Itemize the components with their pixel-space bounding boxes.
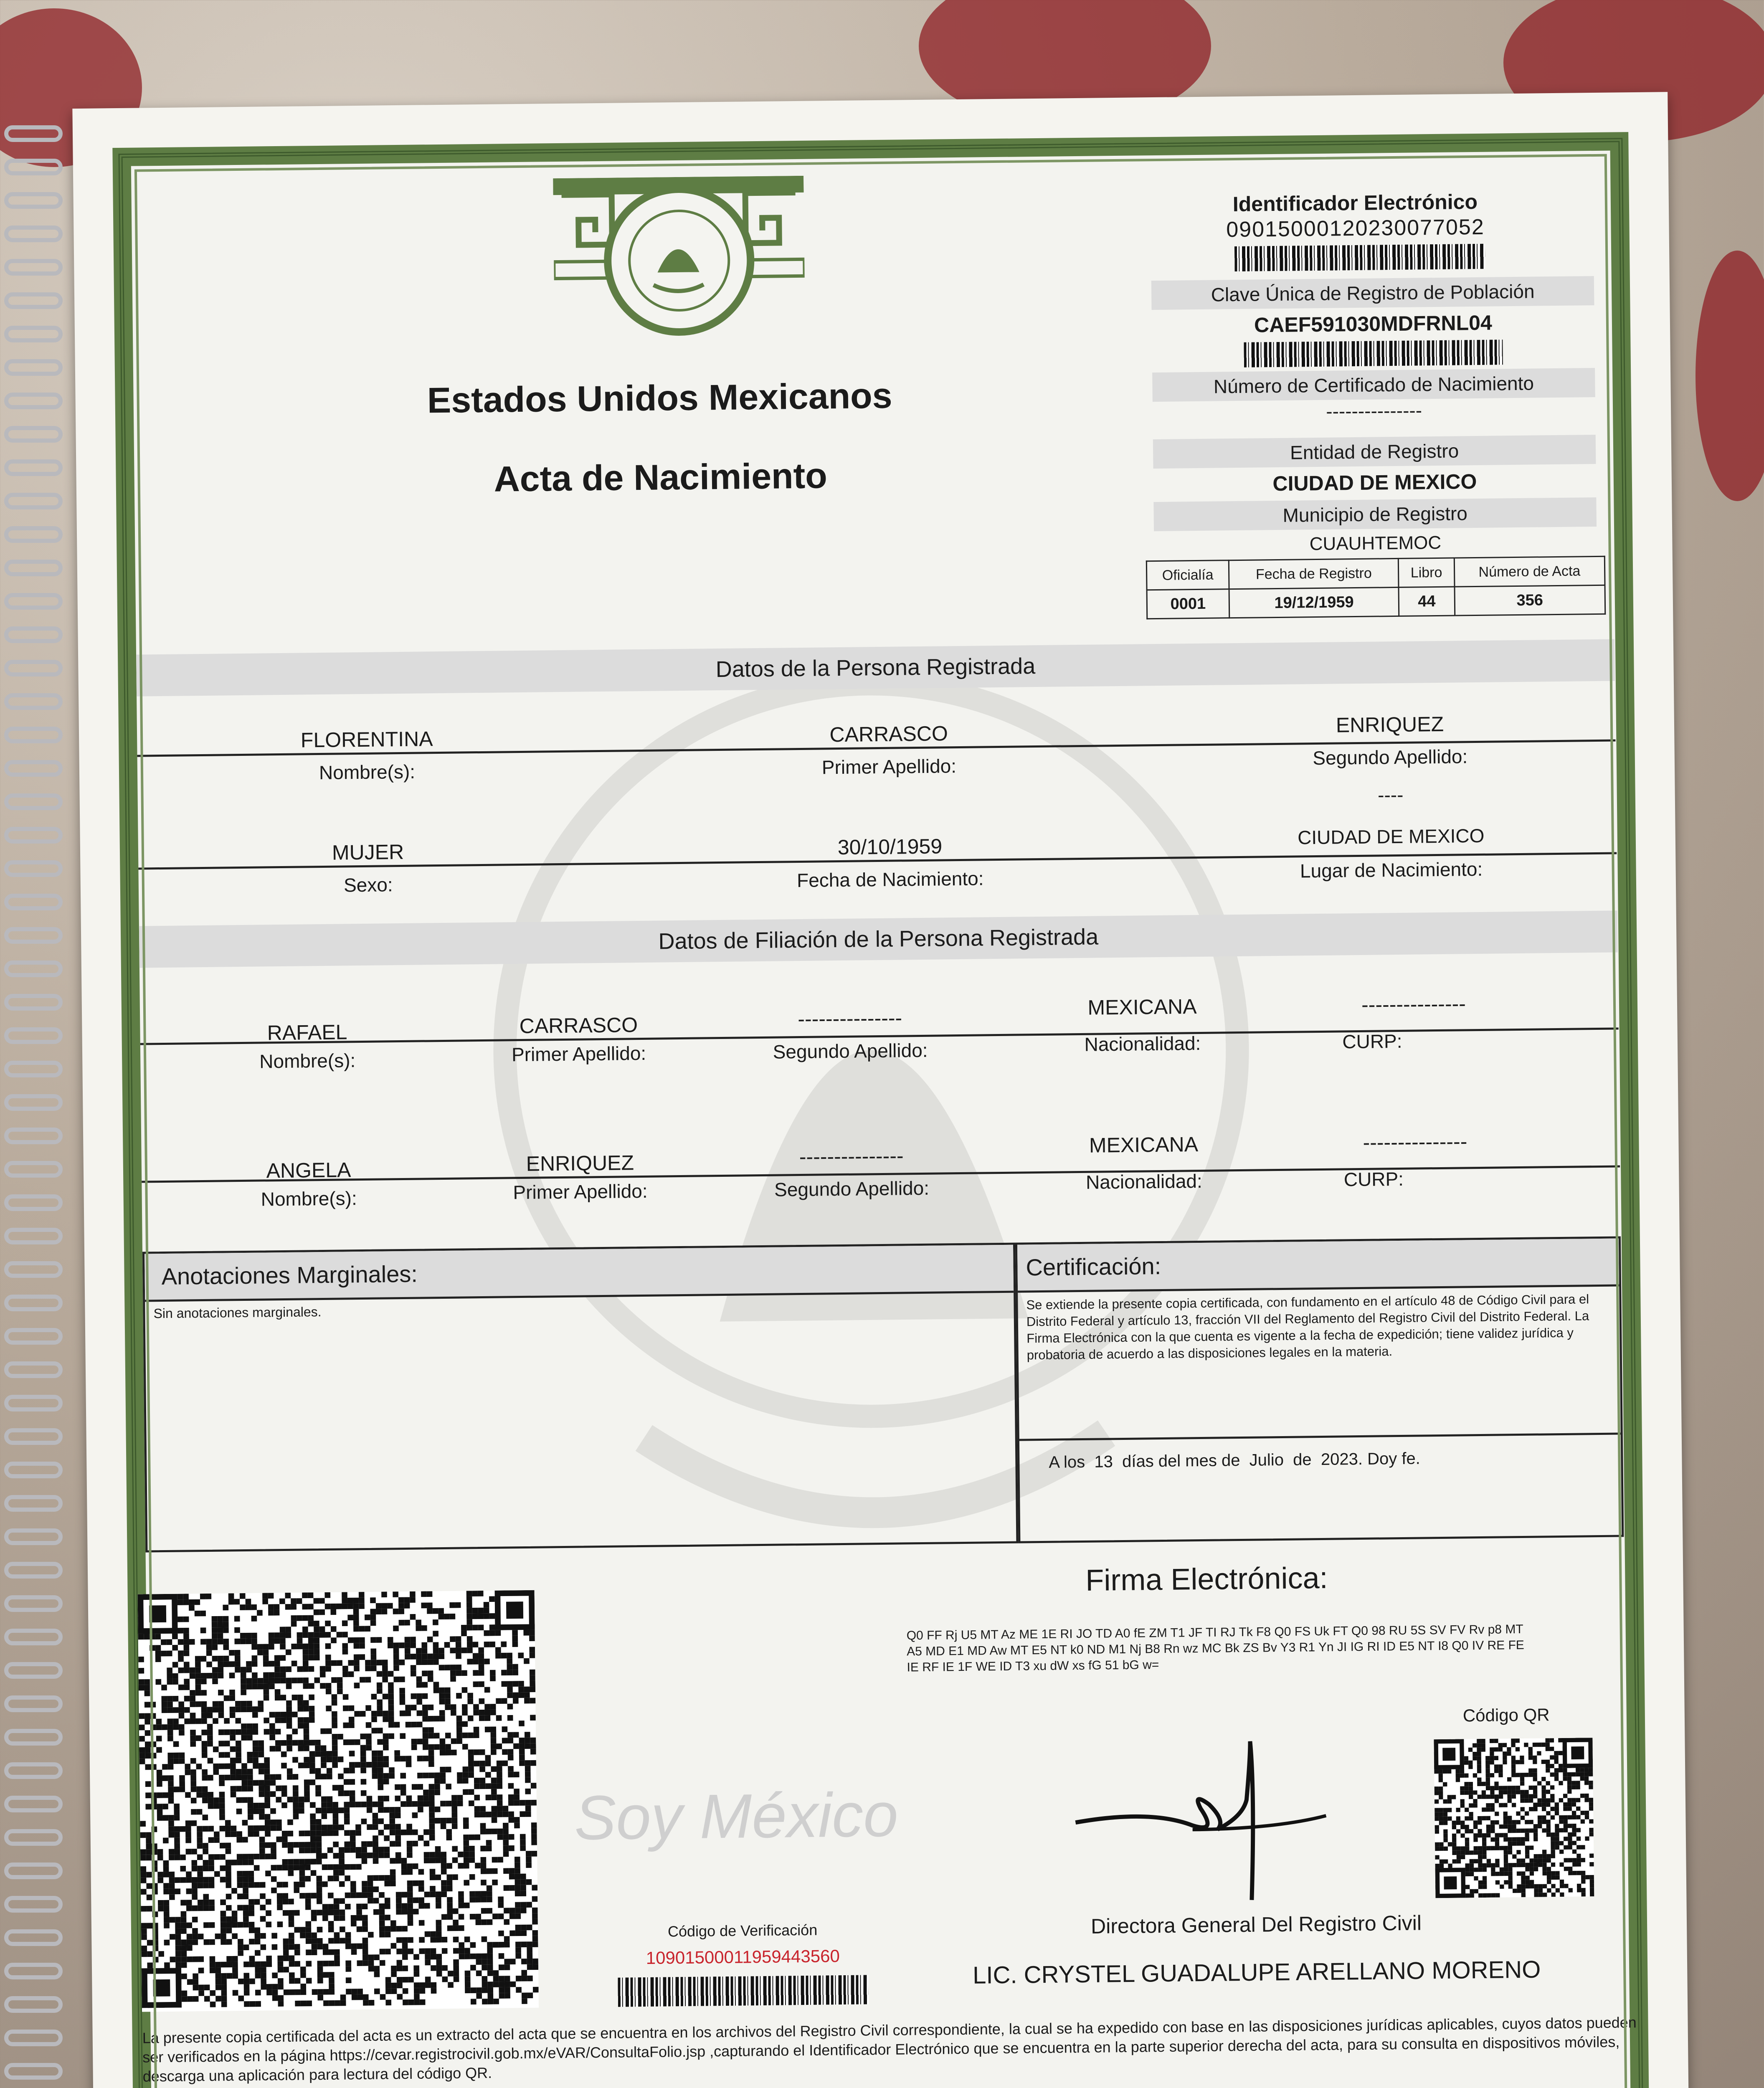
padre-curp: --------------- [1361,992,1466,1016]
persona-primer-apellido: CARRASCO [829,722,948,747]
spiral-coil [4,1194,63,1211]
spiral-coil [4,1729,63,1746]
verification-code-label: Código de Verificación [667,1921,818,1940]
spiral-coil [4,860,63,877]
qr-pattern [1434,1738,1594,1898]
anotaciones-text: Sin anotaciones marginales. [153,1304,322,1321]
spiral-coil [4,159,63,175]
firma-title: Firma Electrónica: [1085,1561,1328,1597]
handwritten-signature [1066,1732,1360,1910]
persona-lugar-nacimiento: CIUDAD DE MEXICO [1297,824,1485,849]
madre-primer-apellido: ENRIQUEZ [526,1151,634,1176]
persona-sexo: MUJER [332,840,404,864]
lugar-nacimiento-label: Lugar de Nacimiento: [1300,858,1483,882]
table-cell: 44 [1399,587,1455,616]
spiral-coil [4,1428,63,1445]
signer-name: LIC. CRYSTEL GUADALUPE ARELLANO MORENO [972,1956,1541,1989]
spiral-coil [4,1027,63,1044]
spiral-coil [4,1996,63,2013]
qr-label: Código QR [1462,1705,1550,1726]
country-title: Estados Unidos Mexicanos [427,375,892,421]
anotaciones-title: Anotaciones Marginales: [144,1245,1014,1302]
spiral-coil [4,226,63,242]
madre-curp: --------------- [1363,1130,1467,1154]
persona-nombre: FLORENTINA [300,727,433,752]
segundo-apellido-label: Segundo Apellido: [1313,745,1468,769]
spiral-coil [4,1161,63,1178]
madre-segundo-apellido-label: Segundo Apellido: [774,1177,930,1201]
spiral-coil [4,393,63,409]
document-title: Acta de Nacimiento [494,456,828,499]
spiral-coil [4,1562,63,1579]
table-cell: 356 [1455,585,1605,616]
certificacion-title: Certificación: [1017,1239,1619,1293]
padre-nacionalidad: MEXICANA [1087,995,1197,1019]
spiral-coil [4,593,63,610]
table-header-cell: Fecha de Registro [1229,558,1399,589]
spiral-coil [4,1796,63,1812]
table-header-cell: Oficialía [1146,560,1229,590]
spiral-coil [4,560,63,576]
spiral-coil [4,1762,63,1779]
lugar-dash: ---- [1377,783,1404,806]
spiral-coil [4,1128,63,1144]
spiral-coil [4,1896,63,1913]
identificador-barcode [1234,244,1485,271]
spiral-coil [4,994,63,1011]
verification-code: 109015000119594435​60 [646,1946,840,1968]
spiral-coil [4,1361,63,1378]
table-header-cell: Número de Acta [1454,556,1605,587]
spiral-coil [4,1629,63,1645]
spiral-coil [4,2030,63,2046]
spiral-coil [4,1328,63,1345]
spiral-coil [4,292,63,309]
table-cell: 0001 [1147,589,1229,619]
spiral-coil [4,927,63,944]
signer-title: Directora General Del Registro Civil [1090,1911,1422,1938]
madre-curp-label: CURP: [1343,1168,1404,1191]
spiral-coil [4,1094,63,1111]
footer-disclaimer: La presente copia certificada del acta es un extracto del acta que se encuentra en los archivos del Registro Civil correspondiente, la cual se ha expedido con base en las disposiciones jurídicas aplicables, cuyos datos pueden ser verificados en la página https://cevar.registrocivil.gob.mx/eVAR/ConsultaFolio.jsp ,capturando el Identificador Electrónico que se encuentra en la parte superior derecha del acta, para su consulta en dispositivos móviles, descarga una aplicación para lectura del código QR. [142,2014,1637,2085]
certificado-value: --------------- [1326,399,1422,422]
spiral-coil [4,493,63,509]
filiacion-section-title: Datos de Filiación de la Persona Registrada [139,911,1618,968]
spiral-coil [4,660,63,677]
national-seal [603,185,755,337]
spiral-binding [0,125,63,2088]
curp-label: Clave Única de Registro de Población [1151,276,1594,310]
registro-table-header-row [1146,556,1605,590]
spiral-coil [4,1662,63,1679]
spiral-coil [4,1963,63,1979]
spiral-coil [4,827,63,844]
verification-qr-code[interactable] [138,1590,539,2012]
registro-table-value-row [1147,585,1605,618]
spiral-coil [4,894,63,910]
spiral-coil [4,526,63,543]
spiral-coil [4,727,63,743]
fecha-nacimiento-label: Fecha de Nacimiento: [796,867,984,892]
padre-segundo-apellido: --------------- [798,1006,902,1031]
spiral-coil [4,793,63,810]
spiral-coil [4,259,63,276]
entidad-label: Entidad de Registro [1153,435,1596,469]
municipio-value: CUAUHTEMOC [1309,532,1442,555]
qr-pattern [138,1590,539,2012]
paper-sheet [72,92,1690,2088]
curp-value: CAEF591030MDFRNL04 [1254,311,1493,337]
spiral-coil [4,1261,63,1278]
padre-nombre-label: Nombre(s): [259,1049,356,1072]
soy-mexico-watermark: Soy México [574,1779,899,1853]
spiral-coil [4,459,63,476]
firma-hash: Q0 FF Rj U5 MT Az ME 1E RI JO TD A0 fE ZM T1 JF TI RJ Tk F8 Q0 FS Uk FT Q0 98 RU 5S SV FV Rv p8 MT A5 MD E1 MD Aw MT E5 NT k0 ND M1 Nj B8 Rn wz MC Bk ZS Bv Y3 R1 Yn JI IG RI ID E5 NT I8 Q0 IV RE FE IE RF IE 1F WE ID T3 xu dW xs fG 51 bG w= [906,1622,1524,1675]
persona-section-title: Datos de la Persona Registrada [136,639,1615,697]
eagle-icon [644,222,712,298]
verification-barcode [618,1975,869,2007]
spiral-coil [4,2063,63,2080]
madre-nacionalidad-label: Nacionalidad: [1085,1170,1203,1193]
identificador-value: 09015000120230077052 [1226,215,1485,242]
curp-barcode [1244,340,1503,367]
spiral-coil [4,1695,63,1712]
madre-nacionalidad: MEXICANA [1089,1133,1199,1157]
persona-segundo-apellido: ENRIQUEZ [1336,712,1444,737]
certificado-label: Número de Certificado de Nacimiento [1152,368,1595,402]
certificacion-fecha: A los 13 días del mes de Julio de 2023. Doy fe. [1049,1449,1421,1472]
entidad-value: CIUDAD DE MEXICO [1272,469,1477,496]
spiral-coil [4,1495,63,1512]
spiral-coil [4,326,63,342]
spiral-coil [4,1862,63,1879]
spiral-coil [4,1395,63,1411]
spiral-coil [4,1929,63,1946]
certificate-border [112,132,1650,2088]
table-cell: 19/12/1959 [1229,587,1399,618]
spiral-coil [4,1528,63,1545]
madre-primer-apellido-label: Primer Apellido: [513,1180,648,1204]
sexo-label: Sexo: [343,874,393,896]
spiral-coil [4,125,63,142]
spiral-coil [4,192,63,209]
madre-nombre: ANGELA [266,1158,351,1183]
spiral-coil [4,1829,63,1846]
padre-segundo-apellido-label: Segundo Apellido: [773,1039,928,1063]
primer-apellido-label: Primer Apellido: [821,755,957,778]
madre-segundo-apellido: --------------- [799,1144,904,1169]
table-header-cell: Libro [1399,558,1455,587]
padre-primer-apellido: CARRASCO [519,1013,638,1038]
padre-primer-apellido-label: Primer Apellido: [511,1042,646,1066]
certificacion-text: Se extiende la presente copia certificada, con fundamento en el artículo 48 de Código Civil para el Distrito Federal y artículo 13, fracción VII del Reglamento del Registro Civil del Distrito Federal. La Firma Electrónica con la que cuenta es vigente a la fecha de expedición; tiene validez jurídica y probatoria de acuerdo a las disposiciones legales en la materia. [1018,1287,1621,1441]
municipio-label: Municipio de Registro [1153,497,1597,531]
spiral-coil [4,693,63,710]
spiral-coil [4,1061,63,1077]
spiral-coil [4,1462,63,1478]
anotaciones-box [142,1243,1018,1553]
spiral-coil [4,359,63,376]
identificador-label: Identificador Electrónico [1232,190,1478,216]
madre-nombre-label: Nombre(s): [261,1187,357,1210]
spiral-coil [4,960,63,977]
nombre-label: Nombre(s): [319,760,416,784]
registro-table [1146,556,1606,620]
padre-curp-label: CURP: [1342,1030,1402,1053]
persona-fecha-nacimiento: 30/10/1959 [837,834,943,859]
padre-nombre: RAFAEL [267,1020,347,1045]
spiral-coil [4,426,63,443]
spiral-coil [4,760,63,777]
spiral-coil [4,626,63,643]
spiral-coil [4,1595,63,1612]
spiral-coil [4,1228,63,1244]
tablecloth-flower [1696,251,1764,501]
padre-nacionalidad-label: Nacionalidad: [1084,1032,1201,1055]
firma-qr-code[interactable] [1434,1738,1594,1898]
spiral-coil [4,1295,63,1311]
certificacion-box [1015,1236,1624,1543]
